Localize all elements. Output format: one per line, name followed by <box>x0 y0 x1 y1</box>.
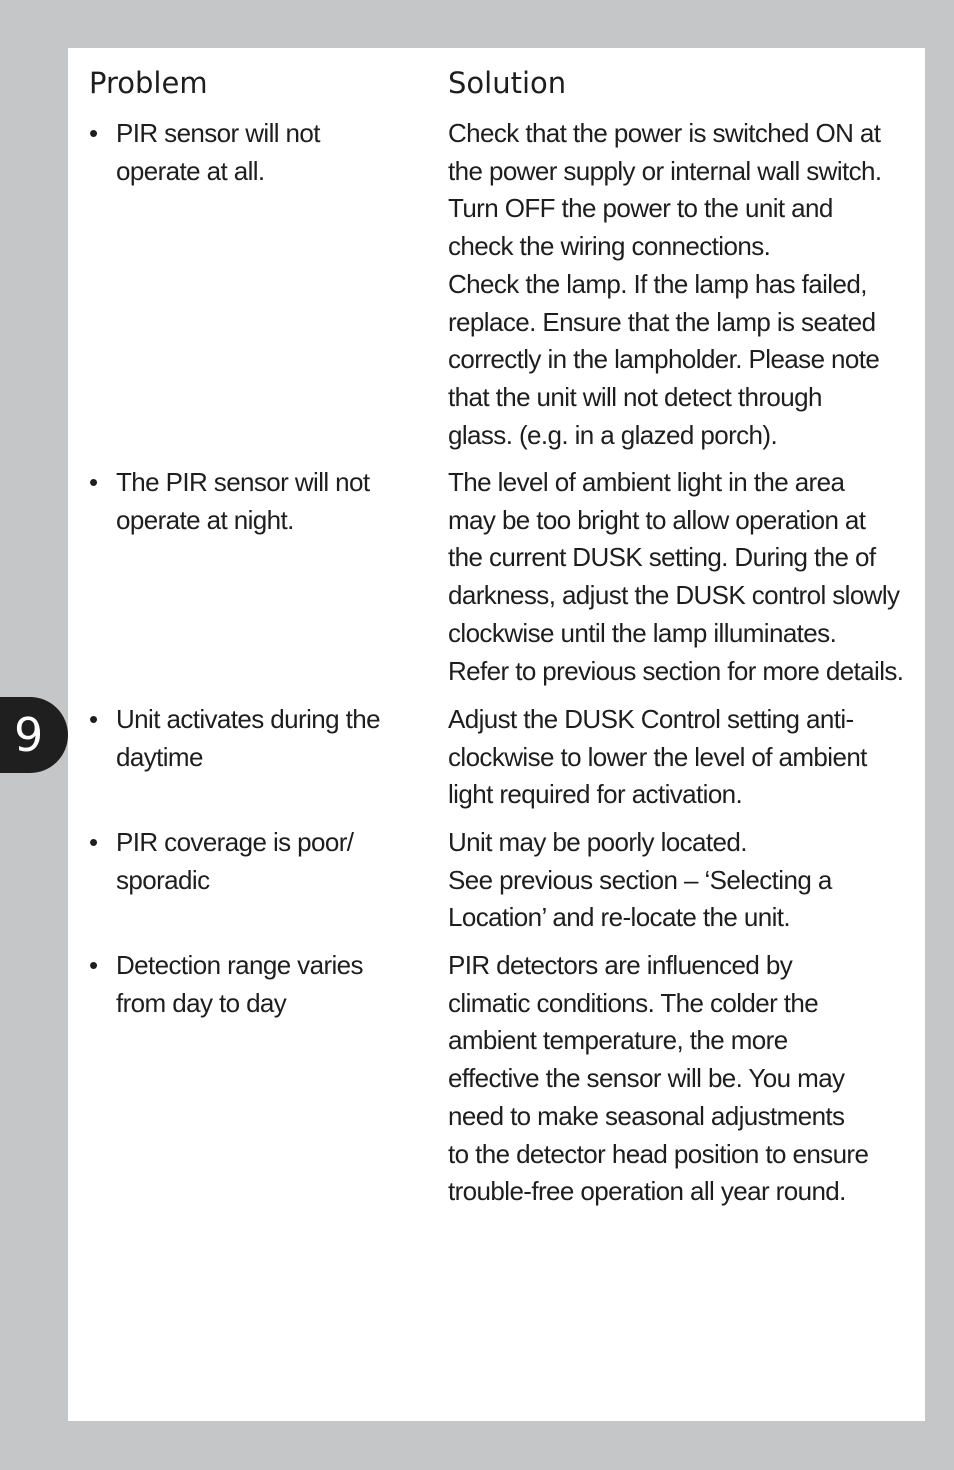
solution-text: PIR detectors are influenced by climatic conditions. The colder the ambient temperature, the more effective the sensor will be. You may need to make seasonal adjustments to the detector head position to ensure trouble-free operation all year round. <box>448 950 869 1207</box>
problem-text: The PIR sensor will not operate at night. <box>116 467 370 535</box>
solution-text: Check that the power is switched ON at the power supply or internal wall switch. Turn OFF the power to the unit and check the wiring connections. Check the lamp. If the lamp has failed, replace. Ensure that the lamp is seated correctly in the lampholder. Please note that the unit will not detect through glass. (e.g. in a glazed porch). <box>448 118 882 450</box>
problem-column-heading: Problem <box>89 66 208 100</box>
solution-text: Unit may be poorly located. See previous section – ‘Selecting a Location’ and re-locate the unit. <box>448 827 832 933</box>
page-number-tab <box>0 697 68 773</box>
problem-item <box>89 947 429 1022</box>
solution-text: Adjust the DUSK Control setting anti- clockwise to lower the level of ambient light required for activation. <box>448 704 867 810</box>
solution-column-heading: Solution <box>448 66 567 100</box>
problem-item <box>89 115 429 190</box>
problem-item <box>89 464 429 539</box>
page-number: 9 <box>14 708 44 762</box>
bullet-icon: • <box>89 950 98 980</box>
problem-item <box>89 701 429 776</box>
problem-text: PIR sensor will not operate at all. <box>116 118 320 186</box>
problem-text: Unit activates during the daytime <box>116 704 380 772</box>
bullet-icon: • <box>89 704 98 734</box>
problem-item <box>89 824 429 899</box>
bullet-icon: • <box>89 827 98 857</box>
bullet-icon: • <box>89 467 98 497</box>
solution-text: The level of ambient light in the area may be too bright to allow operation at the current DUSK setting. During the of darkness, adjust the DUSK control slowly clockwise until the lamp illuminates. Refer to previous section for more details. <box>448 467 904 686</box>
problem-text: Detection range varies from day to day <box>116 950 363 1018</box>
bullet-icon: • <box>89 118 98 148</box>
problem-text: PIR coverage is poor/ sporadic <box>116 827 354 895</box>
